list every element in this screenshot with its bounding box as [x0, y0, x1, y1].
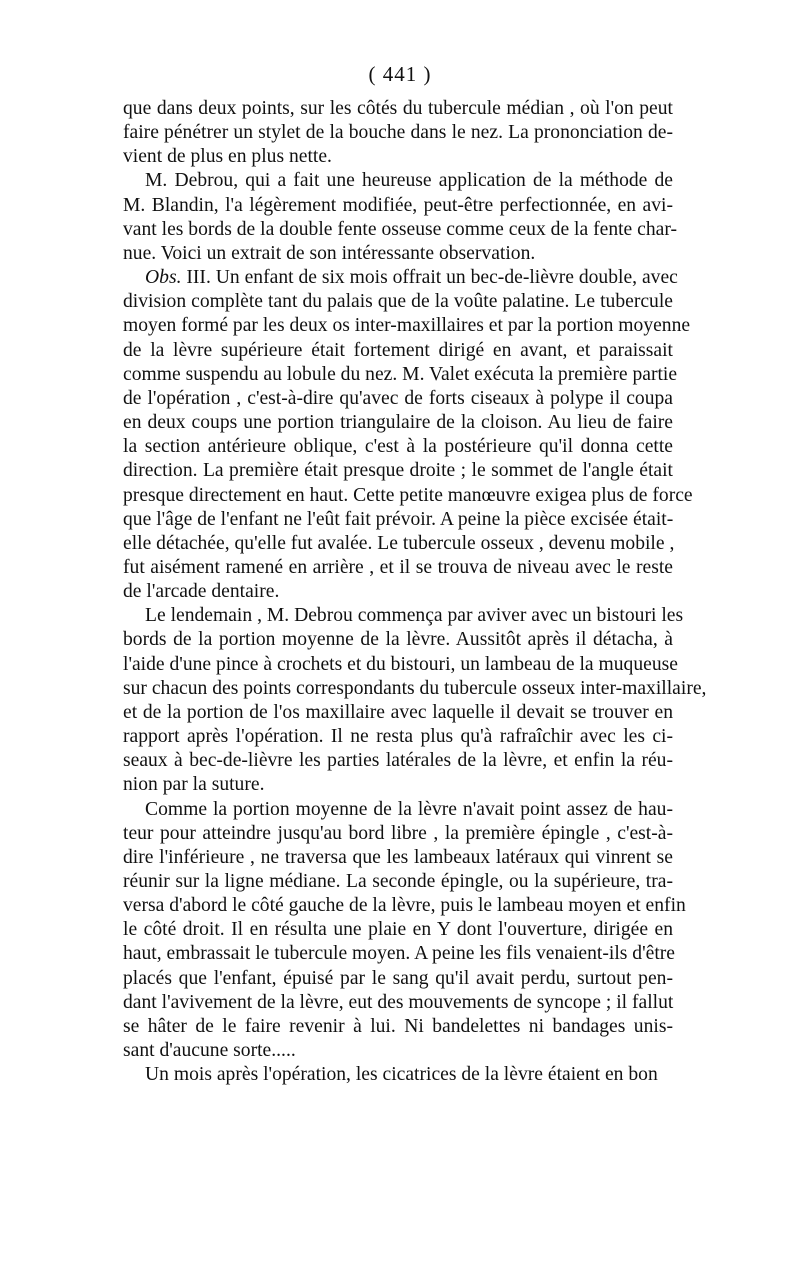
paragraph — [123, 97, 673, 169]
text-line: et de la portion de l'os maxillaire avec laquelle il devait se trouver en — [123, 701, 673, 723]
text-line: la section antérieure oblique, c'est à la postérieure qu'il donna cette — [123, 436, 673, 458]
text-line-content: III. Un enfant de six mois offrait un bec-de-lièvre double, avec — [181, 267, 678, 289]
text-line: M. Blandin, l'a légèrement modifiée, peut-être perfectionnée, en avi- — [123, 194, 673, 216]
body-text — [123, 97, 707, 1087]
text-line: que dans deux points, sur les côtés du tubercule médian , où l'on peut — [123, 98, 673, 119]
paragraph — [123, 604, 707, 797]
text-line: direction. La première était presque droite ; le sommet de l'angle était — [123, 460, 673, 482]
text-line: le côté droit. Il en résulta une plaie en Y dont l'ouverture, dirigée en — [123, 919, 673, 941]
text-line: haut, embrassait le tubercule moyen. A peine les fils venaient-ils d'être — [123, 943, 675, 965]
text-line: presque directement en haut. Cette petite manœuvre exigea plus de force — [123, 484, 693, 506]
text-line: dire l'inférieure , ne traversa que les lambeaux latéraux qui vinrent se — [123, 846, 673, 868]
text-line: nion par la suture. — [123, 774, 265, 796]
text-line: seaux à bec-de-lièvre les parties latérales de la lèvre, et enfin la réu- — [123, 750, 673, 772]
text-line: dant l'avivement de la lèvre, eut des mouvements de syncope ; il fallut — [123, 991, 674, 1013]
text-line: l'aide d'une pince à crochets et du bistouri, un lambeau de la muqueuse — [123, 653, 678, 675]
text-line: Un mois après l'opération, les cicatrices de la lèvre étaient en bon — [145, 1064, 658, 1086]
paragraph — [123, 798, 686, 1064]
text-line: fut aisément ramené en arrière , et il se trouva de niveau avec le reste — [123, 556, 673, 578]
text-line: teur pour atteindre jusqu'au bord libre , la première épingle , c'est-à- — [123, 822, 673, 844]
paragraph — [123, 169, 678, 266]
text-line: se hâter de le faire revenir à lui. Ni bandelettes ni bandages unis- — [123, 1015, 673, 1037]
text-line: division complète tant du palais que de la voûte palatine. Le tubercule — [123, 291, 673, 313]
text-line: de la lèvre supérieure était fortement dirigé en avant, et paraissait — [123, 339, 673, 361]
text-line: en deux coups une portion triangulaire de la cloison. Au lieu de faire — [123, 412, 673, 434]
text-line: de l'arcade dentaire. — [123, 581, 280, 603]
text-line: Comme la portion moyenne de la lèvre n'avait point assez de hau- — [145, 798, 673, 820]
text-line: comme suspendu au lobule du nez. M. Valet exécuta la première partie — [123, 363, 678, 385]
text-line: rapport après l'opération. Il ne resta plus qu'à rafraîchir avec les ci- — [123, 726, 673, 748]
text-line: M. Debrou, qui a fait une heureuse application de la méthode de — [145, 170, 673, 192]
text-line: Le lendemain , M. Debrou commença par aviver avec un bistouri les — [145, 605, 684, 627]
text-line: faire pénétrer un stylet de la bouche dans le nez. La prononciation de- — [123, 122, 673, 144]
text-line: de l'opération , c'est-à-dire qu'avec de forts ciseaux à polype il coupa — [123, 387, 673, 409]
text-line: sant d'aucune sorte..... — [123, 1040, 296, 1062]
page-number: ( 441 ) — [368, 62, 432, 86]
text-line: moyen formé par les deux os inter-maxillaires et par la portion moyenne — [123, 315, 691, 337]
text-line — [123, 266, 678, 290]
text-line: que l'âge de l'enfant ne l'eût fait prévoir. A peine la pièce excisée était- — [123, 508, 674, 530]
observation-label: Obs. — [145, 267, 182, 289]
text-line: bords de la portion moyenne de la lèvre. Aussitôt après il détacha, à — [123, 629, 673, 651]
text-line: elle détachée, qu'elle fut avalée. Le tubercule osseux , devenu mobile , — [123, 532, 675, 554]
paragraph — [123, 1063, 673, 1087]
text-line: sur chacun des points correspondants du tubercule osseux inter-maxillaire, — [123, 677, 707, 699]
text-line: vant les bords de la double fente osseuse comme ceux de la fente char- — [123, 218, 678, 240]
text-line: réunir sur la ligne médiane. La seconde épingle, ou la supérieure, tra- — [123, 871, 673, 892]
text-line: placés que l'enfant, épuisé par le sang qu'il avait perdu, surtout pen- — [123, 967, 673, 989]
text-line: vient de plus en plus nette. — [123, 146, 332, 168]
paragraph — [123, 266, 693, 604]
text-line: versa d'abord le côté gauche de la lèvre, puis le lambeau moyen et enfin — [123, 895, 686, 917]
text-line: nue. Voici un extrait de son intéressante observation. — [123, 242, 536, 264]
